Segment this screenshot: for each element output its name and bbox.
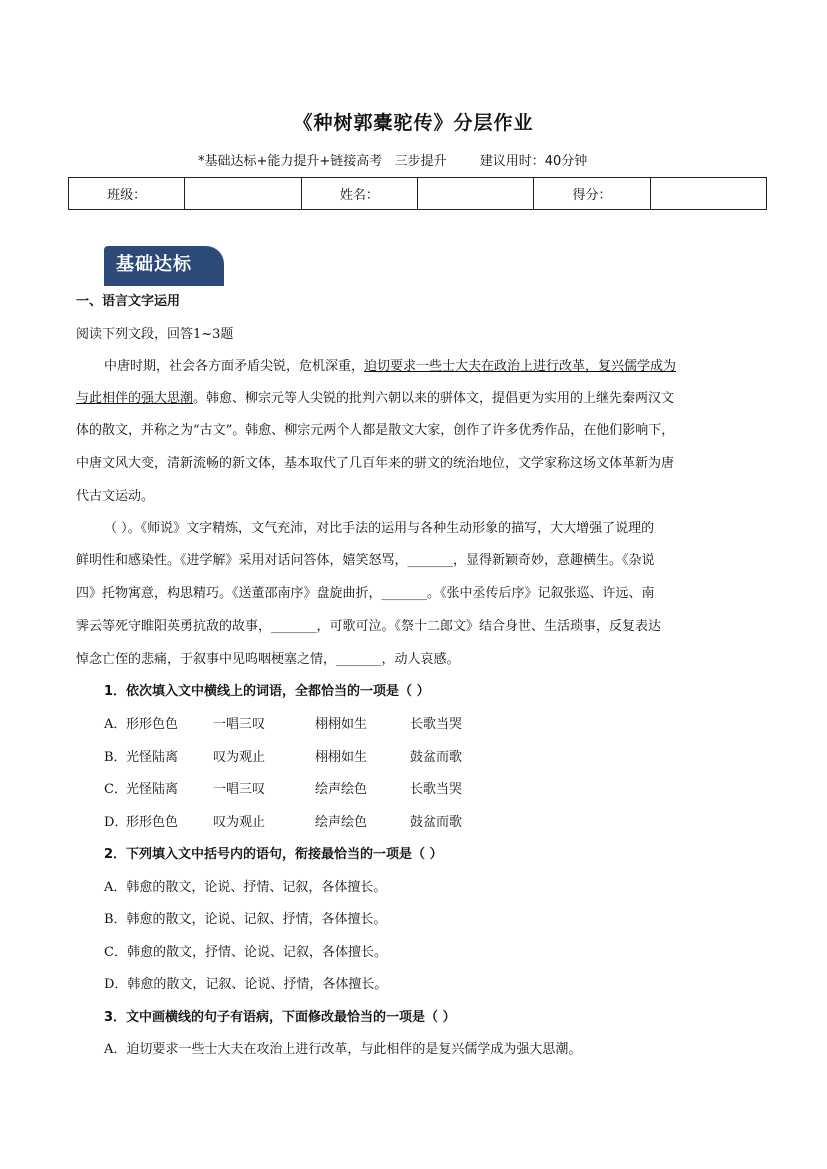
- question-1-stem: 1．依次填入文中横线上的词语，全都恰当的一项是（ ）: [104, 684, 430, 699]
- passage-line: 鲜明性和感染性。《进学解》采用对话问答体，嬉笑怒骂，_______，显得新颖奇妙，意趣横生。《杂说: [76, 553, 655, 568]
- class-field[interactable]: [185, 178, 301, 210]
- subtitle: *基础达标+能力提升+链接高考 三步提升 建议用时：40分钟: [198, 154, 588, 169]
- class-label: 班级：: [69, 178, 185, 210]
- question-3-option-a[interactable]: A．迫切要求一些士大夫在攻治上进行改革，与此相伴的是复兴儒学成为强大思潮。: [104, 1042, 582, 1057]
- score-label: 得分：: [534, 178, 650, 210]
- student-info-table: [68, 177, 767, 210]
- question-2-option-d[interactable]: D．韩愈的散文，记叙、论说、抒情，各体擅长。: [104, 977, 388, 992]
- passage-line: 悼念亡侄的悲痛，于叙事中见呜咽梗塞之情，_______，动人哀感。: [76, 652, 460, 667]
- page-title: 《种树郭橐驼传》分层作业: [293, 112, 534, 134]
- passage-line: 中唐文风大变，清新流畅的新文体，基本取代了几百年来的骈文的统治地位，文学家称这场文体革新为唐: [76, 456, 675, 471]
- underlined-sentence: 迫切要求一些士大夫在政治上进行改革，复兴儒学成为: [364, 359, 677, 374]
- passage-line: 代古文运动。: [76, 489, 155, 504]
- question-3-stem: 3．文中画横线的句子有语病，下面修改最恰当的一项是（ ）: [104, 1010, 456, 1025]
- passage-line: 霁云等死守睢阳英勇抗敌的故事，_______，可歌可泣。《祭十二郎文》结合身世、生活琐事，反复表达: [76, 619, 662, 634]
- question-2-option-a[interactable]: A．韩愈的散文，论说、抒情、记叙，各体擅长。: [104, 880, 387, 895]
- passage-line: 体的散文，并称之为“古文”。韩愈、柳宗元两个人都是散文大家，创作了许多优秀作品，在他们影响下，: [76, 423, 675, 438]
- passage-line: 与此相伴的强大思潮。韩愈、柳宗元等人尖锐的批判六朝以来的骈体文，提倡更为实用的上继先秦两汉文: [76, 391, 675, 406]
- underlined-sentence: 与此相伴的强大思潮: [76, 391, 194, 406]
- question-2-stem: 2．下列填入文中括号内的语句，衔接最恰当的一项是（ ）: [104, 847, 443, 862]
- passage-line: （ ）。《师说》文字精炼，文气充沛，对比手法的运用与各种生动形象的描写，大大增强了说理的: [104, 521, 655, 536]
- question-2-option-b[interactable]: B．韩愈的散文，论说、记叙、抒情，各体擅长。: [104, 912, 387, 927]
- question-2-option-c[interactable]: C．韩愈的散文，抒情、论说、记叙，各体擅长。: [104, 945, 387, 960]
- passage-line: 中唐时期，社会各方面矛盾尖锐，危机深重，迫切要求一些士大夫在政治上进行改革，复兴儒学成为: [104, 359, 677, 374]
- section-badge: 基础达标: [104, 246, 224, 284]
- name-label: 姓名：: [301, 178, 417, 210]
- score-field[interactable]: [650, 178, 766, 210]
- part-heading: 一、语言文字运用: [76, 294, 181, 309]
- instruction: 阅读下列文段，回答1~3题: [76, 327, 234, 342]
- passage-line: 四》托物寓意，构思精巧。《送董邵南序》盘旋曲折，_______。《张中丞传后序》记叙张巡、许远、南: [76, 586, 655, 601]
- section-badge-underline: [104, 284, 224, 286]
- name-field[interactable]: [417, 178, 533, 210]
